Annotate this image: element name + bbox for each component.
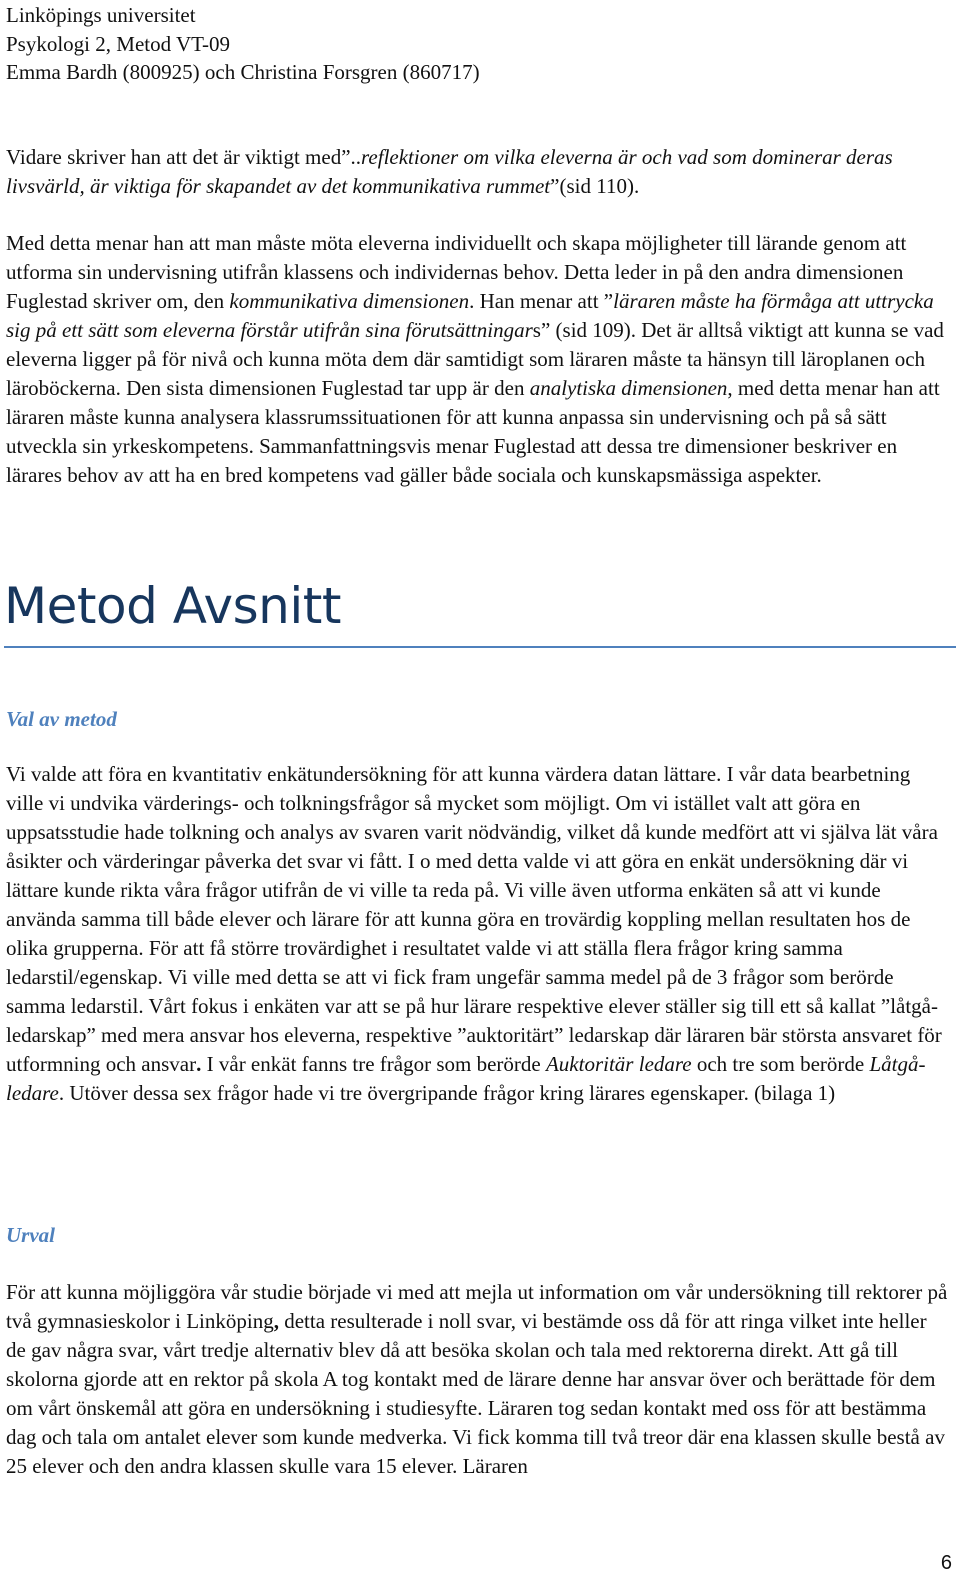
- text-run: Vidare skriver han att det är viktigt med”..: [6, 145, 362, 169]
- section-heading-metod: Metod Avsnitt: [4, 577, 341, 635]
- term-auktoritar: Auktoritär ledare: [545, 1052, 692, 1076]
- paragraph-urval: [6, 1278, 950, 1481]
- quote-italic: reflektioner om vilka eleverna är och vad som dominerar deras livsvärld, är viktiga för skapandet av det kommunikativa rummet: [6, 145, 893, 198]
- term-latga: Låtgå- ledare: [6, 1052, 926, 1105]
- document-header: [6, 1, 480, 87]
- header-course: Psykologi 2, Metod VT-09: [6, 31, 231, 56]
- page-number: 6: [940, 1552, 952, 1574]
- heading-underline: [4, 646, 956, 648]
- text-run: ”(sid 110).: [550, 174, 640, 198]
- term-kommunikativa: kommunikativa dimensionen: [229, 289, 470, 313]
- quote-italic: läraren måste ha förmåga att uttrycka sig på ett sätt som eleverna förstår utifrån sina förutsättningar: [6, 289, 934, 342]
- bold-period: .: [196, 1052, 202, 1076]
- subheading-urval: Urval: [6, 1223, 55, 1247]
- text-run: detta resulterade i noll svar, vi bestämde oss då för att ringa vilket inte heller de gav några svar, vårt tredje alternativ blev då att besöka skolan och tala med rektorerna direkt. Att gå till skolorna gjorde att en rektor på skola A tog kontakt med de lärare denne har ansvar över och berättade för dem om vårt önskemål att göra en undersökning i studiesyfte. Läraren tog sedan kontakt med oss för att bestämma dag och tala om antalet elever som kunde medverka. Vi fick komma till två treor där ena klassen skulle bestå av 25 elever och den andra klassen skulle vara 15 elever. Läraren: [6, 1309, 945, 1478]
- paragraph-reflektioner: [6, 143, 950, 201]
- paragraph-val-av-metod: [6, 760, 950, 1108]
- text-run: s” (sid 109). Det är alltså viktigt att kunna se vad eleverna ligger på för nivå och kunna möta dem där samtidigt som läraren måste ta hänsyn till läroplanen och läroböckerna. Den sista dimensionen Fuglestad tar upp är den: [6, 318, 944, 400]
- text-run: och tre som berörde: [691, 1052, 870, 1076]
- text-run: I vår enkät fanns tre frågor som berörde: [201, 1052, 546, 1076]
- text-run: För att kunna möjliggöra vår studie började vi med att mejla ut information om vår undersökning till rektorer på två gymnasieskolor i Linköping: [6, 1280, 948, 1333]
- bold-comma: ,: [273, 1309, 279, 1333]
- text-run: Med detta menar han att man måste möta eleverna individuellt och skapa möjligheter till lärande genom att utforma sin undervisning utifrån klassens och individernas behov. Detta leder in på den andra dimensionen Fuglestad skriver om, den: [6, 231, 907, 313]
- text-run: . Han menar att ”: [469, 289, 614, 313]
- term-analytiska: analytiska dimensionen: [529, 376, 728, 400]
- paragraph-dimensioner: [6, 229, 950, 490]
- header-university: Linköpings universitet: [6, 3, 196, 27]
- text-run: , med detta menar han att läraren måste kunna analysera klassrumssituationen för att kunna anpassa sin undervisning och på så sätt utveckla sin yrkeskompetens. Sammanfattningsvis menar Fuglestad att dessa tre dimensioner beskriver en lärares behov av att ha en bred kompetens vad gäller både sociala och kunskapsmässiga aspekter.: [6, 376, 940, 487]
- text-run: . Utöver dessa sex frågor hade vi tre övergripande frågor kring lärares egenskaper. (bilaga 1): [58, 1081, 836, 1105]
- header-authors: Emma Bardh (800925) och Christina Forsgren (860717): [6, 60, 480, 84]
- text-run: Vi valde att föra en kvantitativ enkätundersökning för att kunna värdera datan lättare. I vår data bearbetning ville vi undvika värderings- och tolkningsfrågor så mycket som möjligt. Om vi istället valt att göra en uppsatsstudie hade tolkning och analys av svaren varit nödvändig, vilket då kunde medfört att vi själva lät våra åsikter och värderingar påverka det svar vi fått. I o med detta valde vi att göra en enkät undersökning där vi lättare kunde rikta våra frågor utifrån de vi ville ta reda på. Vi ville även utforma enkäten så att vi kunde använda samma till både elever och lärare för att kunna göra en trovärdig koppling mellan resultaten hos de olika grupperna. För att få större trovärdighet i resultatet valde vi att ställa flera frågor kring samma ledarstil/egenskap. Vi ville med detta se att vi fick fram ungefär samma medel på de 3 frågor som berörde samma ledarstil. Vårt fokus i enkäten var att se på hur lärare respektive elever ställer sig till ett så kallat ”låtgå-ledarskap” med mera ansvar hos eleverna, respektive ”auktoritärt” ledarskap där läraren bär största ansvaret för utformning och ansvar: [6, 762, 942, 1076]
- subheading-val-av-metod: Val av metod: [6, 707, 117, 731]
